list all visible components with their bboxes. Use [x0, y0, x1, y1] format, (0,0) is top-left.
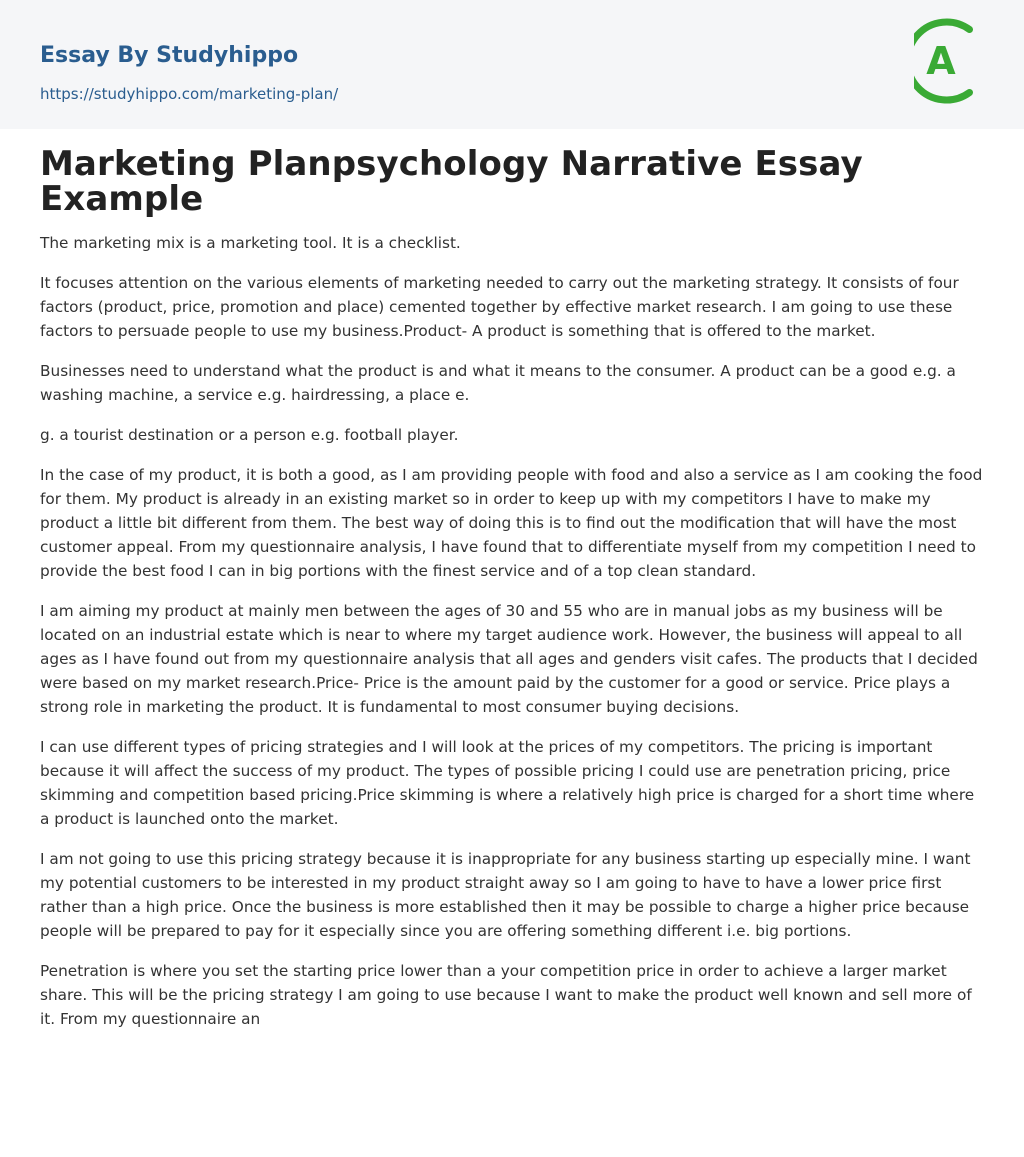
source-url-link[interactable]: https://studyhippo.com/marketing-plan/ [40, 85, 339, 103]
paragraph: I am not going to use this pricing strategy because it is inappropriate for any business starting up especially mine. I want my potential customers to be interested in my product straight away so I am going to have to have a lower price first rather than a high price. Once the business is more established then it may be possible to charge a higher price because people will be prepared to pay for it especially since you are offering something different i.e. big portions. [40, 850, 971, 940]
brand-title[interactable]: Essay By Studyhippo [40, 43, 299, 68]
paragraph: I am aiming my product at mainly men between the ages of 30 and 55 who are in manual jobs as my business will be located on an industrial estate which is near to where my target audience work. However, the business will appeal to all ages as I have found out from my questionnaire analysis that all ages and genders visit cafes. The products that I decided were based on my market research.Price- Price is the amount paid by the customer for a good or service. Price plays a strong role in marketing the product. It is fundamental to most consumer buying decisions. [40, 602, 978, 716]
studyhippo-logo-icon[interactable] [914, 18, 986, 104]
paragraph: g. a tourist destination or a person e.g. football player. [40, 426, 459, 444]
paragraph: Penetration is where you set the starting price lower than a your competition price in order to achieve a larger market share. This will be the pricing strategy I am going to use because I want to make the product well known and sell more of it. From my questionnaire an [40, 962, 972, 1028]
paragraph: The marketing mix is a marketing tool. It is a checklist. [40, 234, 461, 252]
paragraph: It focuses attention on the various elements of marketing needed to carry out the marketing strategy. It consists of four factors (product, price, promotion and place) cemented together by effective market research. I am going to use these factors to persuade people to use my business.Product- A product is something that is offered to the market. [40, 274, 959, 340]
paragraph: Businesses need to understand what the product is and what it means to the consumer. A product can be a good e.g. a washing machine, a service e.g. hairdressing, a place e. [40, 362, 956, 404]
paragraph: I can use different types of pricing strategies and I will look at the prices of my competitors. The pricing is important because it will affect the success of my product. The types of possible pricing I could use are penetration pricing, price skimming and competition based pricing.Price skimming is where a relatively high price is charged for a short time where a product is launched onto the market. [40, 738, 975, 828]
article [0, 129, 1024, 1031]
page-title: Marketing Planpsychology Narrative Essay Example [40, 144, 863, 219]
logo-letter: A [926, 39, 956, 83]
paragraph: In the case of my product, it is both a good, as I am providing people with food and also a service as I am cooking the food for them. My product is already in an existing market so in order to keep up with my competitors I have to make my product a little bit different from them. The best way of doing this is to find out the modification that will have the most customer appeal. From my questionnaire analysis, I have found that to differentiate myself from my competition I need to provide the best food I can in big portions with the finest service and of a top clean standard. [40, 466, 983, 580]
site-header [0, 0, 1024, 129]
